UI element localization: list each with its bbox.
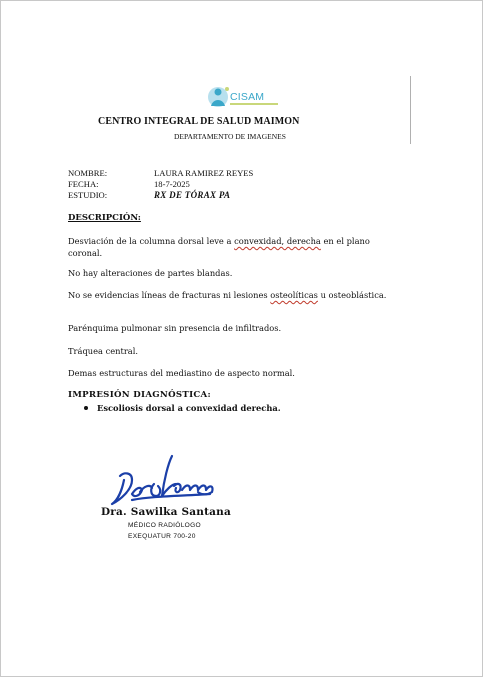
finding-paragraph: Demas estructuras del mediastino de aspecto normal. (68, 368, 295, 378)
finding-paragraph: Tráquea central. (68, 346, 139, 356)
name-row (68, 168, 253, 179)
name-label: NOMBRE: (68, 168, 108, 178)
doctor-role: MÉDICO RADIÓLOGO (128, 522, 201, 529)
study-value: RX DE TÓRAX PA (154, 190, 231, 200)
study-label: ESTUDIO: (68, 190, 108, 200)
description-heading: DESCRIPCIÓN: (68, 213, 141, 223)
finding-text-flagged: convexidad, derecha (234, 236, 321, 246)
study-row (68, 190, 253, 201)
finding-paragraph (68, 290, 398, 302)
doctor-exequatur: EXEQUATUR 700-20 (128, 533, 196, 540)
finding-text: u osteoblástica. (317, 290, 387, 300)
name-value: LAURA RAMIREZ REYES (154, 168, 254, 178)
cisam-logo (203, 82, 283, 112)
finding-paragraph: Parénquima pulmonar sin presencia de infiltrados. (68, 323, 282, 333)
impression-item: Escoliosis dorsal a convexidad derecha. (97, 403, 281, 413)
date-value: 18-7-2025 (154, 179, 190, 189)
date-label: FECHA: (68, 179, 99, 189)
margin-marker (410, 76, 411, 144)
finding-text: No se evidencias líneas de fracturas ni lesiones (68, 290, 271, 300)
logo-tagline (230, 103, 278, 105)
finding-paragraph: No hay alteraciones de partes blandas. (68, 268, 233, 278)
finding-text: Desviación de la columna dorsal leve a (68, 236, 235, 246)
impression-list (84, 403, 281, 413)
finding-paragraph (68, 236, 398, 259)
date-row (68, 179, 253, 190)
doctor-name: Dra. Sawilka Santana (101, 506, 231, 518)
patient-info (68, 168, 253, 201)
finding-text: en el plano coronal. (68, 236, 370, 258)
handwritten-signature (102, 450, 222, 510)
department-title: DEPARTAMENTO DE IMAGENES (174, 132, 286, 141)
bullet-icon (84, 406, 88, 410)
logo-figure-icon (203, 82, 233, 112)
center-title: CENTRO INTEGRAL DE SALUD MAIMON (98, 116, 300, 127)
list-item (84, 403, 281, 413)
logo-text: CISAM (230, 91, 265, 103)
impression-heading: IMPRESIÓN DIAGNÓSTICA: (68, 390, 211, 400)
finding-text-flagged: osteolíticas (270, 290, 318, 300)
